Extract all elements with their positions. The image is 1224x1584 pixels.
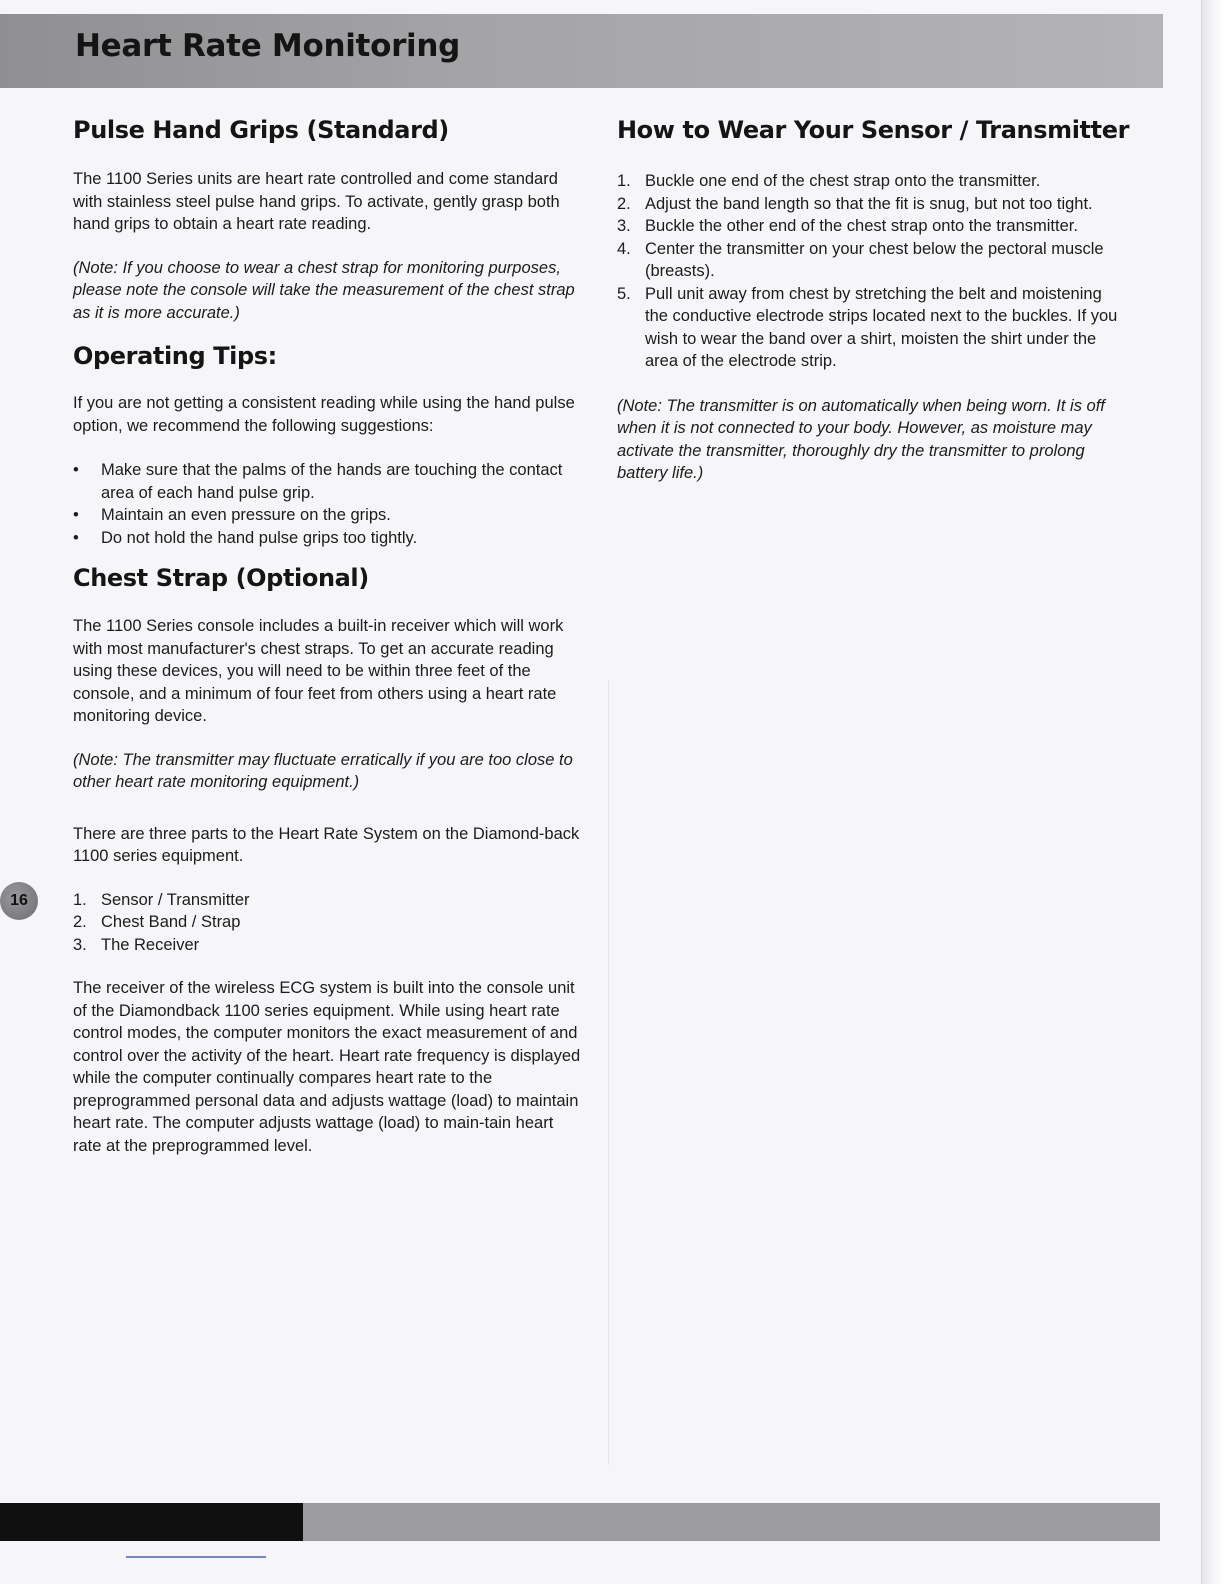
- list-item: 3. The Receiver: [73, 935, 200, 954]
- page-title: Heart Rate Monitoring: [75, 28, 461, 64]
- operating-tips-heading: Operating Tips:: [73, 342, 277, 370]
- receiver-description: The receiver of the wireless ECG system is built into the console unit of the Diamondback 1100 series equipment. While using heart rate control modes, the computer monitors the exact measurement of and control over the activity of the heart. Heart rate frequency is displayed while the computer continually compares heart rate to the preprogrammed personal data and adjusts wattage (load) to maintain heart rate. The computer adjusts wattage (load) to main-tain heart rate at the preprogrammed level.: [73, 979, 581, 1155]
- list-item: 3. Buckle the other end of the chest strap onto the transmitter.: [617, 217, 1078, 235]
- heart-rate-system-intro: There are three parts to the Heart Rate System on the Diamond-back 1100 series equipment.: [73, 824, 580, 865]
- transmitter-note: (Note: The transmitter is on automatically when being worn. It is off when it is not connected to your body. However, as moisture may activate the transmitter, thoroughly dry the transmitter to prolong battery life.): [617, 396, 1105, 482]
- operating-tips-list: [73, 459, 585, 549]
- operating-tips-intro: If you are not getting a consistent reading while using the hand pulse option, we recommend the following suggestions:: [73, 394, 575, 435]
- list-item: 5. Pull unit away from chest by stretching the belt and moistening the conductive electrode strips located next to the buckles. If you wish to wear the band over a shirt, moisten the shirt under the area of the electrode strip.: [617, 284, 1118, 370]
- heart-rate-system-parts: [73, 889, 585, 957]
- footer-underline: [126, 1556, 266, 1558]
- chest-strap-section: [73, 564, 585, 1157]
- how-to-wear-section: [617, 116, 1130, 485]
- chest-strap-heading: Chest Strap (Optional): [73, 564, 369, 592]
- chest-strap-note: (Note: The transmitter may fluctuate erratically if you are too close to other heart rate monitoring equipment.): [73, 750, 573, 791]
- pulse-hand-grips-body: The 1100 Series units are heart rate controlled and come standard with stainless steel pulse hand grips. To activate, gently grasp both hand grips to obtain a heart rate reading.: [73, 170, 560, 233]
- right-column: [617, 112, 1129, 485]
- list-item: 4. Center the transmitter on your chest below the pectoral muscle (breasts).: [617, 239, 1104, 280]
- pulse-hand-grips-heading: Pulse Hand Grips (Standard): [73, 116, 449, 144]
- pulse-hand-grips-note: (Note: If you choose to wear a chest strap for monitoring purposes, please note the console will take the measurement of the chest strap as it is more accurate.): [73, 258, 575, 322]
- list-item: • Make sure that the palms of the hands are touching the contact area of each hand pulse grip.: [73, 459, 585, 504]
- list-item: • Maintain an even pressure on the grips.: [73, 504, 585, 527]
- bleed-through-shadow: [608, 680, 1154, 1465]
- how-to-wear-steps: [617, 170, 1129, 373]
- list-item: • Do not hold the hand pulse grips too tightly.: [73, 527, 585, 550]
- chest-strap-body: The 1100 Series console includes a built-in receiver which will work with most manufacturer's chest straps. To get an accurate reading using these devices, you will need to be within three feet of the console, and a minimum of four feet from others using a heart rate monitoring device.: [73, 617, 564, 725]
- list-item: 2. Adjust the band length so that the fit is snug, but not too tight.: [617, 194, 1093, 213]
- list-item: 1. Sensor / Transmitter: [73, 890, 250, 909]
- page-number-badge: 16: [0, 882, 38, 920]
- list-item: 1. Buckle one end of the chest strap onto the transmitter.: [617, 172, 1041, 190]
- operating-tips-section: [73, 342, 585, 549]
- list-item: 2. Chest Band / Strap: [73, 913, 241, 931]
- page-edge: [1201, 0, 1224, 1584]
- footer-dark-block: [0, 1503, 303, 1541]
- pulse-hand-grips-section: [73, 116, 585, 324]
- left-column: [73, 112, 585, 1157]
- how-to-wear-heading: How to Wear Your Sensor / Transmitter: [617, 116, 1130, 144]
